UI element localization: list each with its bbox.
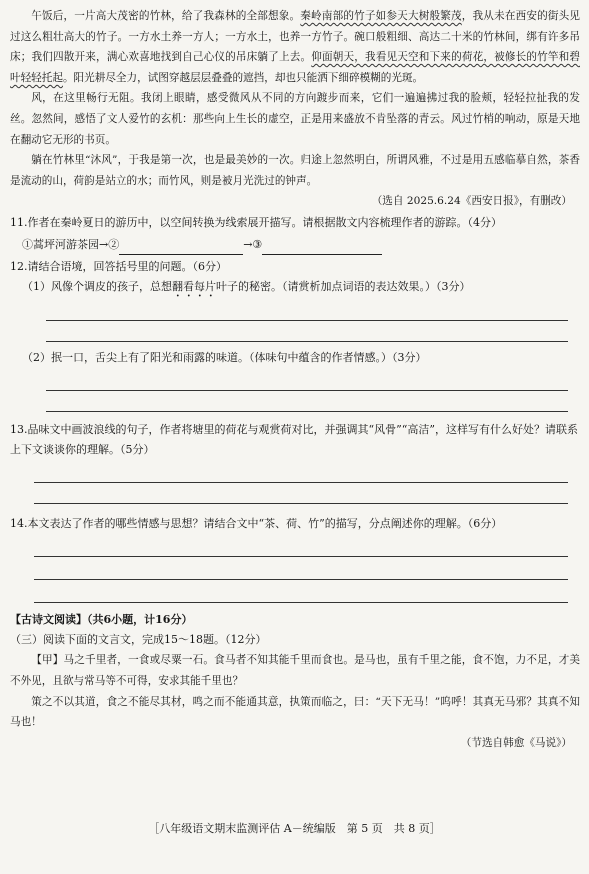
essay-paragraph-1: 午饭后，一片高大茂密的竹林，给了我森林的全部想象。秦岭南部的竹子如参天大树般繁茂，我从未在西安的街头见过这么粗壮高大的竹子。一方水土养一方人；一方水土，也养一方竹子。碗口般粗细、高达二十米的竹林间，绑有许多吊床；我们四散开来，满心欢喜地找到自己心仪的吊床躺了上去。仰面朝天，我看见天空和下来的荷花，被修长的竹竿和碧叶轻轻托起。阳光耕尽全力，试图穿越层层叠叠的遮挡，却也只能洒下细碎模糊的光斑。 [10, 10, 581, 84]
classical-section [10, 609, 580, 752]
question-14: 14.本文表达了作者的哪些情感与思想？请结合文中“茶、荷、竹”的描写，分点阐述你的理解。（6分） [10, 514, 580, 603]
question-12: 12.请结合语境，回答括号里的问题。（6分） （1）风像个调皮的孩子，总想翻看每片叶子的秘密。（请赏析加点词语的表达效果。）（3分） （2）抿一口，舌尖上有了阳光和雨露的味道。（体味句中蕴含的作者情感。）（3分） [10, 257, 580, 412]
question-13: 13.品味文中画波浪线的句子，作者将塘里的荷花与观赏荷对比，并强调其“风骨”“高洁”，这样写有什么好处？请联系上下文谈谈你的理解。（5分） [10, 420, 580, 504]
answer-line[interactable] [46, 368, 568, 391]
answer-line[interactable] [46, 391, 568, 412]
answer-line[interactable] [34, 557, 568, 580]
essay-paragraph-2: 风，在这里畅行无阻。我闭上眼睛，感受微风从不同的方向踱步而来，它们一遍遍拂过我的脸颊，轻轻拉扯我的发丝。忽然间，感悟了文人爱竹的玄机：那些向上生长的虚空，正是用来盛放不肯坠落的青云。风过竹梢的响动，原是天地在翻动它无形的书页。 [10, 92, 580, 146]
answer-line[interactable] [34, 580, 568, 603]
q11-blank-2[interactable] [119, 240, 243, 255]
dotted-emphasis-words: 翻看每片 [172, 280, 216, 294]
q12-part-1: （1）风像个调皮的孩子，总想翻看每片叶子的秘密。（请赏析加点词语的表达效果。）（3分） [22, 280, 471, 294]
answer-line[interactable] [46, 300, 568, 321]
wavy-underlined-sentence: 秦岭南部的竹子如参天大树般繁茂 [300, 10, 462, 22]
classical-source: （节选自韩愈《马说》） [460, 736, 572, 749]
classical-text-2: 策之不以其道，食之不能尽其材，鸣之而不能通其意，执策而临之，曰：“天下无马！”呜呼！其真无马邪？其真不知马也！ [10, 695, 580, 729]
q11-answer-line: ①蒿坪河游茶园→② →③ [10, 235, 580, 255]
q11-blank-3[interactable] [262, 240, 382, 255]
answer-line[interactable] [46, 321, 568, 342]
answer-line[interactable] [34, 534, 568, 557]
wavy-underlined-sentence-2: 仰面朝天，我看见天空和下来的荷花，被修长的竹竿和碧叶轻轻托起 [10, 51, 580, 84]
essay-source: （选自 2025.6.24《西安日报》，有删改） [371, 195, 572, 208]
page-footer: ［八年级语文期末监测评估 A－统编版 第 5 页 共 8 页］ [148, 822, 441, 835]
classical-text-1: 【甲】马之千里者，一食或尽粟一石。食马者不知其能千里而食也。是马也，虽有千里之能，食不饱，力不足，才美不外见，且欲与常马等不可得，安求其能千里也？ [10, 654, 580, 687]
question-11: 11.作者在秦岭夏日的游历中，以空间转换为线索展开描写。请根据散文内容梳理作者的游踪。（4分） ①蒿坪河游茶园→② →③ [10, 213, 580, 255]
answer-line[interactable] [34, 483, 568, 504]
part-heading: （三）阅读下面的文言文，完成15～18题。（12分） [10, 633, 267, 647]
q12-part-2: （2）抿一口，舌尖上有了阳光和雨露的味道。（体味句中蕴含的作者情感。）（3分） [22, 351, 427, 365]
exam-page [10, 6, 580, 753]
answer-line[interactable] [34, 460, 568, 483]
essay-paragraph-3: 躺在竹林里“沐风”，于我是第一次，也是最美妙的一次。归途上忽然明白，所谓风雅，不过是用五感临摹自然，茶香是流动的山，荷韵是站立的水；而竹风，则是被月光洗过的钟声。 [10, 154, 580, 187]
section-heading: 【古诗文阅读】（共6小题，计16分） [10, 613, 193, 627]
